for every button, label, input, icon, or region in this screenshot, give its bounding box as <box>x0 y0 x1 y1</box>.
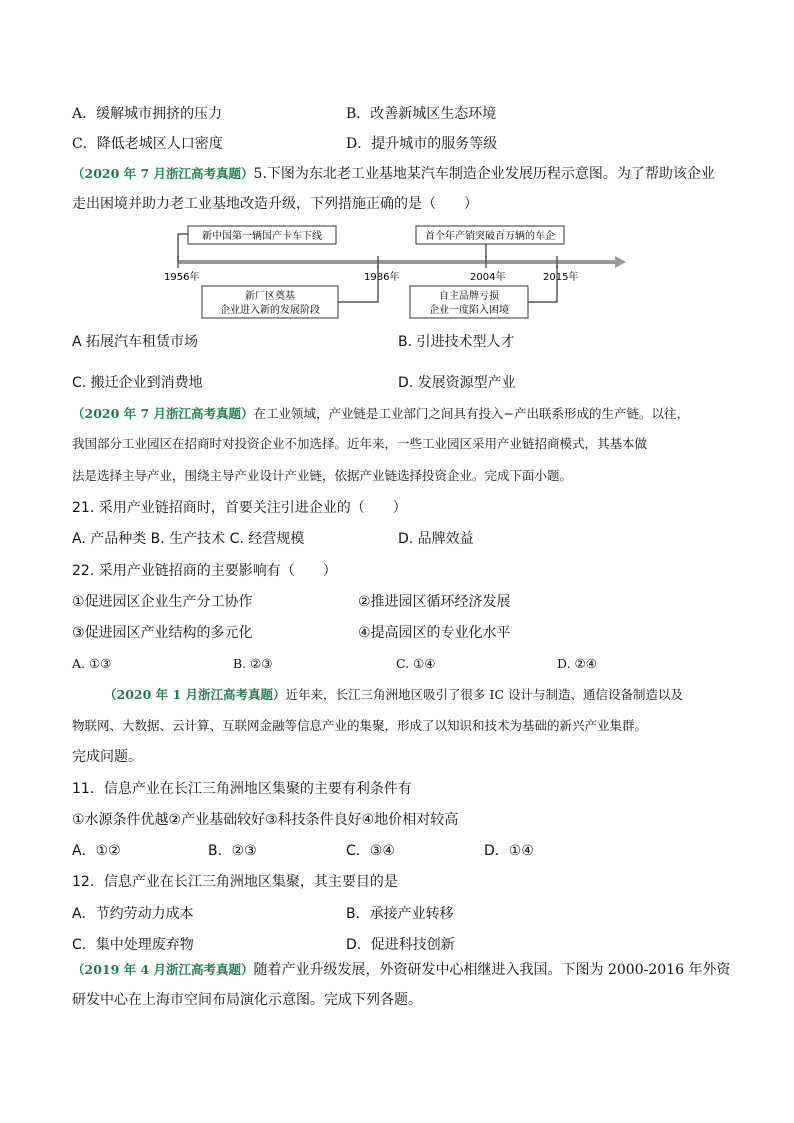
q5-source-tag: （2020 年 7 月浙江高考真题） <box>72 166 254 181</box>
event-top-1-label: 新中国第一辆国产卡车下线 <box>202 231 322 242</box>
q11-conditions: ①水源条件优越②产业基础较好③科技条件良好④地价相对较高 <box>72 812 459 828</box>
q22-item-3: ③促进园区产业结构的多元化 <box>72 625 253 641</box>
q11-option-c: C．③④ <box>346 843 395 859</box>
q11-option-a: A．①② <box>72 843 121 859</box>
q5-stem-line1 <box>72 164 715 184</box>
event-top-2-label: 首个年产销突破百万辆的车企 <box>425 231 555 242</box>
q11-option-d: D．①④ <box>484 843 534 859</box>
event-bottom-1-line2: 企业进入新的发展阶段 <box>220 305 320 316</box>
q21-option-d: D. 品牌效益 <box>398 531 474 547</box>
q22-item-1: ①促进园区企业生产分工协作 <box>72 594 253 610</box>
q22-stem: 22. 采用产业链招商的主要影响有（ ） <box>72 563 337 579</box>
prev-option-b: B．改善新城区生态环境 <box>346 106 497 122</box>
event-bottom-2-line1: 自主品牌亏损 <box>439 291 499 302</box>
q12-option-a: A．节约劳动力成本 <box>72 906 194 922</box>
q11-source-tag: （2020 年 1 月浙江高考真题） <box>104 687 286 702</box>
q5-stem-line2: 走出困境并助力老工业基地改造升级，下列措施正确的是（ ） <box>72 196 478 212</box>
event-top-1-connector <box>178 234 188 258</box>
q22-option-a: A. ①③ <box>72 656 112 671</box>
year-1986: 1986年 <box>364 272 400 283</box>
q22-item-2: ②推进园区循环经济发展 <box>358 594 511 610</box>
q21-intro-text1: 在工业领域，产业链是工业部门之间具有投入−产出联系形成的生产链。以往， <box>253 406 690 421</box>
q11-intro-line3: 完成问题。 <box>72 749 142 765</box>
q22-option-b: B. ②③ <box>233 656 273 671</box>
year-1956: 1956年 <box>164 272 200 283</box>
event-bottom-1-line1: 新厂区奠基 <box>245 291 295 302</box>
q12-option-c: C．集中处理废弃物 <box>72 937 194 953</box>
q5-option-b: B. 引进技术型人才 <box>398 334 515 350</box>
prev-option-c: C．降低老城区人口密度 <box>72 136 223 152</box>
q11-intro-text1: 近年来，长江三角洲地区吸引了很多 IC 设计与制造、通信设备制造以及 <box>285 687 683 702</box>
q21-options-abc: A. 产品种类 B. 生产技术 C. 经营规模 <box>72 531 305 547</box>
q-next-intro-line2: 研发中心在上海市空间布局演化示意图。完成下列各题。 <box>72 992 422 1008</box>
q-next-source-tag: （2019 年 4 月浙江高考真题） <box>72 962 254 977</box>
year-2015: 2015年 <box>543 272 579 283</box>
q-next-intro-line1 <box>72 960 730 980</box>
year-2004: 2004年 <box>470 272 506 283</box>
q21-stem: 21. 采用产业链招商时，首要关注引进企业的（ ） <box>72 500 407 516</box>
q12-option-b: B．承接产业转移 <box>346 906 454 922</box>
q21-source-tag: （2020 年 7 月浙江高考真题） <box>72 406 254 421</box>
q21-intro-line2: 我国部分工业园区在招商时对投资企业不加选择。近年来，一些工业园区采用产业链招商模式，其基本做 <box>72 436 648 451</box>
event-bottom-2-line2: 企业一度陷入困境 <box>429 305 509 316</box>
q22-option-c: C. ①④ <box>396 656 436 671</box>
q21-intro-line3: 法是选择主导产业，围绕主导产业设计产业链，依据产业链选择投资企业。完成下面小题。 <box>72 468 573 483</box>
q5-option-d: D. 发展资源型产业 <box>398 375 516 391</box>
q11-intro-line1 <box>104 685 683 705</box>
q5-option-c: C. 搬迁企业到消费地 <box>72 375 203 391</box>
q22-item-4: ④提高园区的专业化水平 <box>358 625 511 641</box>
q11-option-b: B．②③ <box>208 843 257 859</box>
q-next-intro-text1: 随着产业升级发展，外资研发中心相继进入我国。下图为 2000-2016 年外资 <box>253 962 731 978</box>
q5-stem-text: 5.下图为东北老工业基地某汽车制造企业发展历程示意图。为了帮助该企业 <box>253 166 715 182</box>
q11-intro-line2: 物联网、大数据、云计算、互联网金融等信息产业的集聚，形成了以知识和技术为基础的新兴产业集群。 <box>72 718 648 733</box>
q12-option-d: D．促进科技创新 <box>346 937 455 953</box>
q5-timeline-diagram <box>160 222 630 322</box>
q12-stem: 12．信息产业在长江三角洲地区集聚，其主要目的是 <box>72 874 398 890</box>
timeline-arrow <box>615 256 626 268</box>
q21-intro-line1 <box>72 404 689 424</box>
q5-option-a: A 拓展汽车租赁市场 <box>72 334 199 350</box>
prev-option-d: D．提升城市的服务等级 <box>346 136 498 152</box>
prev-option-a: A．缓解城市拥挤的压力 <box>72 106 223 122</box>
q11-stem: 11．信息产业在长江三角洲地区集聚的主要有利条件有 <box>72 781 412 797</box>
q22-option-d: D. ②④ <box>557 656 597 671</box>
